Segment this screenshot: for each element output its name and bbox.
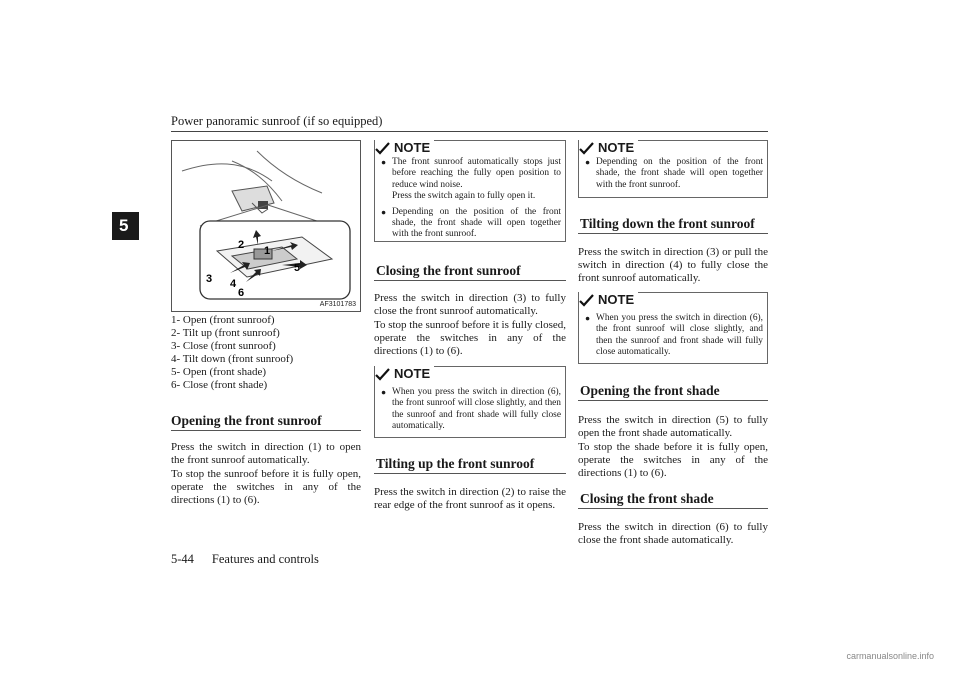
note-box (578, 292, 768, 364)
callout-2: 2 (238, 239, 245, 251)
note-item: ● Depending on the position of the front shade, the front shade will open together with the front sunroof. (585, 157, 763, 190)
note-label: NOTE (394, 140, 431, 155)
figure-code: AF3101783 (319, 301, 356, 308)
note-label: NOTE (598, 292, 635, 307)
legend-item: 3- Close (front sunroof) (171, 340, 276, 352)
section-heading: Tilting up the front sunroof (376, 456, 535, 471)
body-paragraph: Press the switch in direction (1) to open the front sunroof automatically. (171, 441, 361, 467)
note-box (374, 140, 566, 242)
note-box (374, 366, 566, 438)
note-header (579, 292, 638, 307)
switch-illustration (171, 140, 361, 312)
section-heading: Opening the front sunroof (171, 413, 322, 428)
legend-item: 4- Tilt down (front sunroof) (171, 353, 294, 365)
direction-legend (171, 314, 293, 392)
body-paragraph: To stop the shade before it is fully open, operate the switches in any of the directions (1) to (6). (578, 441, 768, 480)
note-item: ● When you press the switch in direction (6), the front sunroof will close slightly, and then the sunroof and front shade will fully close automatically. (381, 387, 561, 432)
body-paragraph: Press the switch in direction (3) to fully close the front sunroof automatically. (374, 292, 566, 318)
note-label: NOTE (394, 366, 431, 381)
watermark: carmanualsonline.info (846, 651, 934, 661)
chapter-name: Features and controls (211, 552, 319, 566)
section-heading: Closing the front sunroof (376, 263, 521, 278)
section-heading: Closing the front shade (580, 491, 714, 506)
heading-rule (578, 400, 768, 401)
heading-rule (374, 280, 566, 281)
body-paragraph: To stop the sunroof before it is fully open, operate the switches in any of the directions (1) to (6). (171, 468, 361, 507)
heading-rule (578, 508, 768, 509)
pencil-check-icon (375, 141, 391, 155)
legend-item: 1- Open (front sunroof) (171, 314, 275, 326)
note-header (579, 140, 638, 155)
body-paragraph: To stop the sunroof before it is fully closed, operate the switches in any of the directions (1) to (6). (374, 319, 567, 358)
section-heading: Tilting down the front sunroof (580, 216, 755, 231)
note-header (375, 366, 434, 381)
callout-5: 5 (294, 262, 301, 274)
body-paragraph: Press the switch in direction (2) to raise the rear edge of the front sunroof as it opens. (374, 486, 566, 512)
body-paragraph: Press the switch in direction (3) or pull the switch in direction (4) to fully close the front sunroof automatically. (578, 246, 768, 285)
callout-6: 6 (238, 287, 245, 299)
chapter-tab: 5 (112, 212, 139, 240)
heading-rule (578, 233, 768, 234)
note-header (375, 140, 434, 155)
header-rule (171, 131, 768, 132)
pencil-check-icon (375, 367, 391, 381)
legend-item: 5- Open (front shade) (171, 366, 266, 378)
section-heading: Opening the front shade (580, 383, 720, 398)
heading-rule (374, 473, 566, 474)
note-item: ● When you press the switch in direction (6), the front sunroof will close slightly, and then the sunroof and front shade will fully close automatically. (585, 313, 763, 358)
overhead-console-drawing (172, 141, 360, 311)
body-paragraph: Press the switch in direction (5) to fully open the front shade automatically. (578, 414, 768, 440)
body-paragraph: Press the switch in direction (6) to fully close the front shade automatically. (578, 521, 768, 547)
legend-item: 6- Close (front shade) (171, 379, 268, 391)
note-item: ● The front sunroof automatically stops just before reaching the fully open position to reduce wind noise. Press the switch again to fully open it. (381, 157, 561, 202)
pencil-check-icon (579, 293, 595, 307)
heading-rule (171, 430, 361, 431)
callout-4: 4 (230, 278, 237, 290)
note-box (578, 140, 768, 198)
page-number: 5-44 (171, 552, 194, 566)
callout-3: 3 (206, 273, 213, 285)
running-header: Power panoramic sunroof (if so equipped) (171, 114, 383, 128)
note-item: ● Depending on the position of the front shade, the front shade will open together with the front sunroof. (381, 206, 561, 240)
legend-item: 2- Tilt up (front sunroof) (171, 327, 280, 339)
pencil-check-icon (579, 141, 595, 155)
note-label: NOTE (598, 140, 635, 155)
callout-1: 1 (264, 245, 271, 257)
page-footer (171, 552, 319, 567)
